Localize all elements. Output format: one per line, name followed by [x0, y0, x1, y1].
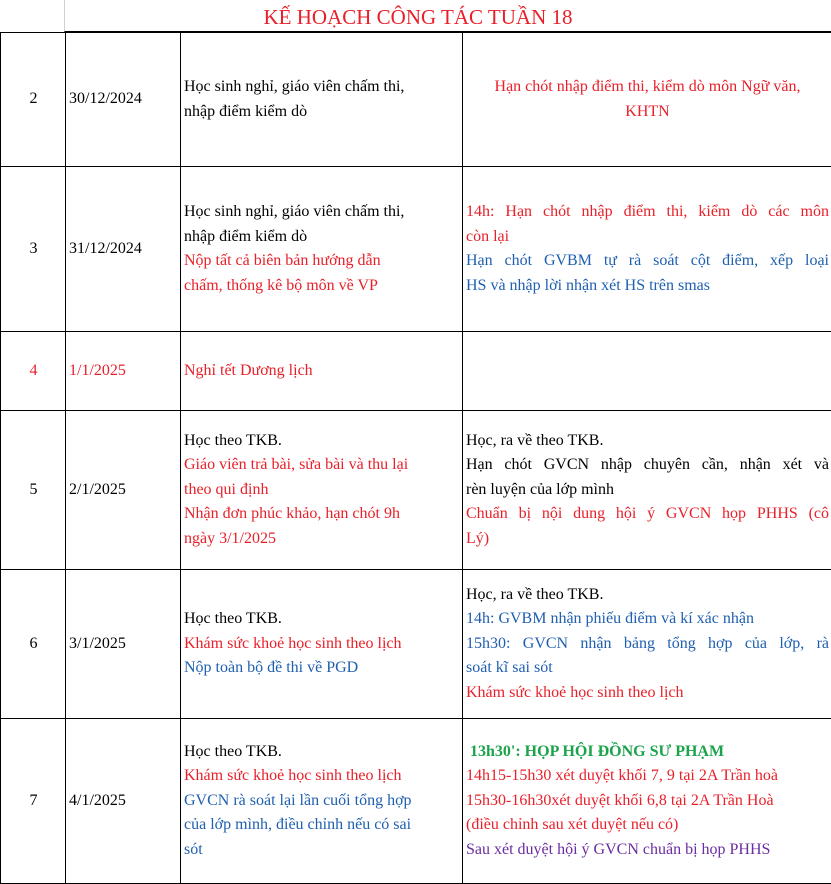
task-line: Học sinh nghỉ, giáo viên chấm thi, — [184, 75, 460, 100]
task-line: 15h30: GVCN nhận bảng tổng hợp của lớp, rà — [466, 632, 829, 657]
day-cell: 7 — [1, 719, 66, 884]
meeting-heading: 13h30': HỌP HỘI ĐỒNG SƯ PHẠM — [466, 740, 829, 765]
date-cell: 4/1/2025 — [66, 719, 181, 884]
table-row — [1, 570, 831, 719]
day-cell: 6 — [1, 570, 66, 719]
task-line: Khám sức khoẻ học sinh theo lịch — [466, 681, 829, 706]
task-line: Hạn chót GVCN nhập chuyên cần, nhận xét và — [466, 453, 829, 478]
task-line: Khám sức khoẻ học sinh theo lịch — [184, 632, 460, 657]
management-cell — [463, 719, 831, 884]
management-cell — [463, 332, 831, 411]
task-line: (điều chỉnh sau xét duyệt nếu có) — [466, 813, 829, 838]
table-row — [1, 411, 831, 570]
task-line: Nghỉ tết Dương lịch — [184, 359, 460, 384]
task-line: Nộp toàn bộ đề thi về PGD — [184, 656, 460, 681]
task-line: 14h: GVBM nhận phiếu điểm và kí xác nhận — [466, 607, 829, 632]
day-cell: 4 — [1, 332, 66, 411]
task-line: của lớp mình, điều chỉnh nếu có sai — [184, 813, 460, 838]
date-cell: 30/12/2024 — [66, 33, 181, 167]
task-line: Nhận đơn phúc khảo, hạn chót 9h — [184, 502, 460, 527]
table-row — [1, 167, 831, 332]
task-line: Hạn chót GVBM tự rà soát cột điểm, xếp loại — [466, 249, 829, 274]
date-cell: 2/1/2025 — [66, 411, 181, 570]
task-line: 14h15-15h30 xét duyệt khối 7, 9 tại 2A Trần hoà — [466, 764, 829, 789]
task-line: nhập điểm kiểm dò — [184, 225, 460, 250]
task-line: sót — [184, 838, 460, 863]
task-line: HS và nhập lời nhận xét HS trên smas — [466, 274, 829, 299]
date-cell: 1/1/2025 — [66, 332, 181, 411]
task-line: nhập điểm kiểm dò — [184, 100, 460, 125]
student-teacher-cell — [181, 411, 463, 570]
task-line: Chuẩn bị nội dung hội ý GVCN họp PHHS (cô — [466, 502, 829, 527]
day-cell: 5 — [1, 411, 66, 570]
table-row — [1, 332, 831, 411]
student-teacher-cell — [181, 33, 463, 167]
table-row — [1, 719, 831, 884]
corner-cell — [0, 0, 64, 32]
page-title: KẾ HOẠCH CÔNG TÁC TUẦN 18 — [64, 0, 831, 32]
task-line: Nộp tất cả biên bản hướng dẫn — [184, 249, 460, 274]
task-line: Lý) — [466, 527, 829, 552]
task-line: Học theo TKB. — [184, 429, 460, 454]
date-cell: 3/1/2025 — [66, 570, 181, 719]
task-line: Hạn chót nhập điểm thi, kiểm dò môn Ngữ văn, — [466, 75, 829, 100]
day-cell: 2 — [1, 33, 66, 167]
student-teacher-cell — [181, 167, 463, 332]
management-cell — [463, 570, 831, 719]
student-teacher-cell — [181, 332, 463, 411]
table-row — [1, 33, 831, 167]
task-line: soát kĩ sai sót — [466, 656, 829, 681]
management-cell — [463, 167, 831, 332]
task-line: Học sinh nghỉ, giáo viên chấm thi, — [184, 200, 460, 225]
student-teacher-cell — [181, 570, 463, 719]
task-line: Học, ra về theo TKB. — [466, 583, 829, 608]
task-line: 14h: Hạn chót nhập điểm thi, kiểm dò các môn — [466, 200, 829, 225]
student-teacher-cell — [181, 719, 463, 884]
date-cell: 31/12/2024 — [66, 167, 181, 332]
task-line: GVCN rà soát lại lần cuối tổng hợp — [184, 789, 460, 814]
management-cell — [463, 33, 831, 167]
task-line: còn lại — [466, 225, 829, 250]
task-line: Giáo viên trả bài, sửa bài và thu lại — [184, 453, 460, 478]
task-line: rèn luyện của lớp mình — [466, 478, 829, 503]
weekly-plan-table — [0, 32, 831, 884]
task-line: KHTN — [466, 100, 829, 125]
day-cell: 3 — [1, 167, 66, 332]
task-line: chấm, thống kê bộ môn về VP — [184, 274, 460, 299]
task-line: theo qui định — [184, 478, 460, 503]
task-line: Sau xét duyệt hội ý GVCN chuẩn bị họp PHHS — [466, 838, 829, 863]
task-line: Học, ra về theo TKB. — [466, 429, 829, 454]
task-line: Học theo TKB. — [184, 607, 460, 632]
task-line: Học theo TKB. — [184, 740, 460, 765]
task-line: ngày 3/1/2025 — [184, 527, 460, 552]
task-line: 15h30-16h30xét duyệt khối 6,8 tại 2A Trần Hoà — [466, 789, 829, 814]
task-line: Khám sức khoẻ học sinh theo lịch — [184, 764, 460, 789]
management-cell — [463, 411, 831, 570]
